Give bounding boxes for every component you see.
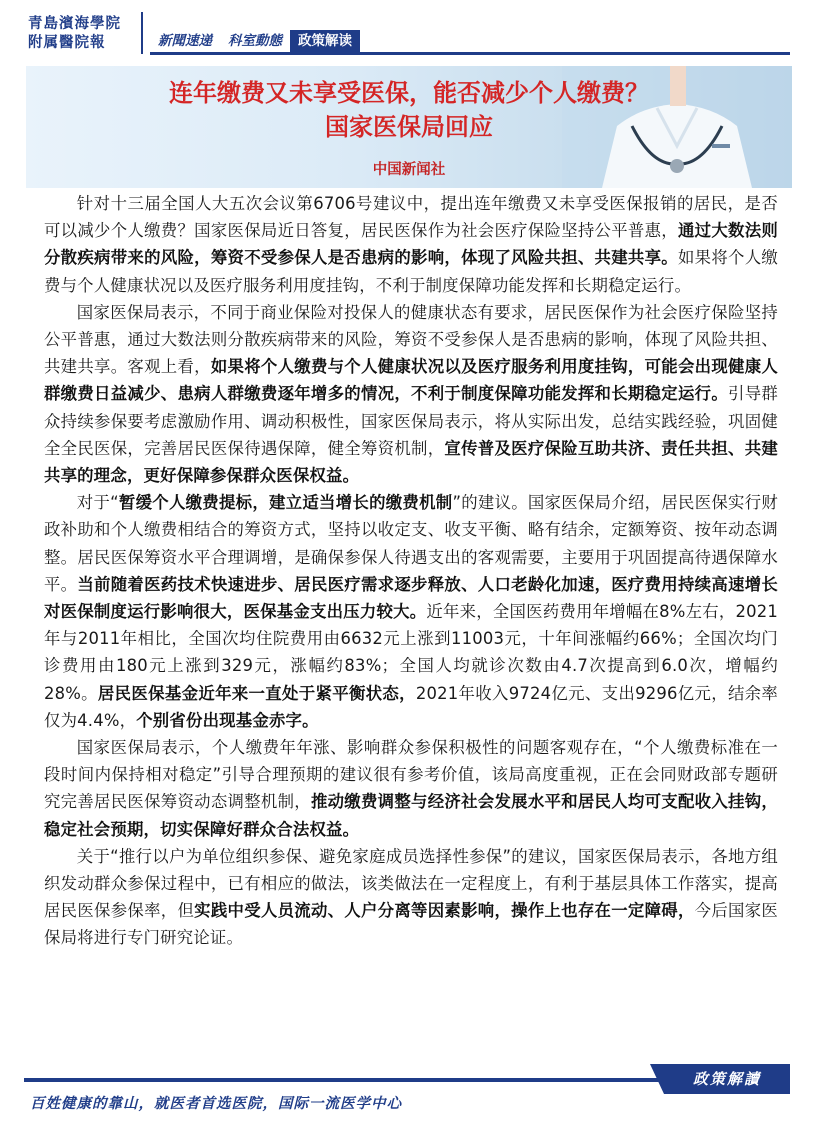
article-paragraph [44,489,778,734]
headline [26,76,792,144]
bold-text: 推动缴费调整与经济社会发展水平和居民人均可支配收入挂钩，稳定社会预期，切实保障好群众合法权益。 [44,792,778,839]
article-source: 中国新闻社 [372,161,446,178]
article-paragraph [44,190,778,299]
headline-line-2: 国家医保局回应 [325,112,493,141]
footer-section-tab: 政策解讀 [664,1064,790,1094]
body-text: 2021年收入9724亿元、支出9296亿元，结余率仅为4.4%， [44,683,779,730]
masthead [0,0,813,64]
bold-text: 个别省份出现基金赤字。 [136,710,319,730]
brand-line-1: 青島濱海學院 [28,15,121,32]
body-text: ”的建议。国家医保局介绍，居民医保实行财政补助和个人缴费相结合的筹资方式，坚持以收定支、收支平衡、略有结余，定额筹资、按年动态调整。居民医保筹资水平合理调增，是确保参保人待遇支出的客观需要，主要用于巩固提高待遇保障水平。 [44,493,778,594]
section-nav [150,30,360,52]
article-paragraph [44,843,778,952]
article-paragraph [44,734,778,843]
bold-text: 如果将个人缴费与个人健康状况以及医疗服务利用度挂钩，可能会出现健康人群缴费日益减少、患病人群缴费逐年增多的情况，不利于制度保障功能发挥和长期稳定运行。 [44,357,778,404]
body-text: 今后国家医保局将进行专门研究论证。 [44,901,778,948]
header-rule [150,52,790,55]
footer-slogan: 百姓健康的靠山，就医者首选医院，国际一流医学中心 [30,1095,402,1112]
bold-text: 居民医保基金近年来一直处于紧平衡状态， [97,683,416,703]
brand-line-2: 附属醫院報 [28,34,106,51]
headline-banner [26,66,792,188]
body-text: 关于“推行以户为单位组织参保、避免家庭成员选择性参保”的建议，国家医保局表示，各地方组织发动群众参保过程中，已有相应的做法，该类做法在一定程度上，有利于基层具体工作落实，提高居民医保参保率，但 [44,846,778,921]
body-text: 针对十三届全国人大五次会议第6706号建议中，提出连年缴费又未享受医保报销的居民，是否可以减少个人缴费？国家医保局近日答复，居民医保作为社会医疗保险坚持公平普惠， [44,194,778,241]
nav-news[interactable]: 新聞速递 [158,33,212,49]
body-text: 国家医保局表示，个人缴费年年涨、影响群众参保积极性的问题客观存在，“个人缴费标准在一段时间内保持相对稳定”引导合理预期的建议很有参考价值，该局高度重视，正在会同财政部专题研究完善居民医保筹资动态调整机制， [44,738,778,812]
newspaper-logo [28,14,140,52]
bold-text: 宣传普及医疗保险互助共济、责任共担、共建共享的理念，更好保障参保群众医保权益。 [44,438,778,486]
article-paragraph [44,299,778,489]
body-text: 国家医保局表示，不同于商业保险对投保人的健康状态有要求，居民医保作为社会医疗保险坚持公平普惠，通过大数法则分散疾病带来的风险，筹资不受参保人是否患病的影响，体现了风险共担、共建共享。客观上看， [44,302,778,377]
body-text: 近年来，全国医药费用年增幅在8%左右，2021年与2011年相比，全国次均住院费用由6632元上涨到11003元，十年间涨幅约66%；全国次均门诊费用由180元上涨到329元，涨幅约83%；全国人均就诊次数由4.7次提高到6.0次，增幅约28%。 [44,602,778,703]
bold-text: 暂缓个人缴费提标，建立适当增长的缴费机制 [118,493,453,513]
bold-text: 通过大数法则分散疾病带来的风险，筹资不受参保人是否患病的影响，体现了风险共担、共建共享。 [44,221,778,268]
nav-policy[interactable]: 政策解读 [290,30,360,52]
headline-line-1: 连年缴费又未享受医保，能否减少个人缴费？ [169,78,649,107]
brand-divider [141,12,143,54]
article-body [44,190,778,952]
bold-text: 实践中受人员流动、人户分离等因素影响，操作上也存在一定障碍， [194,901,695,921]
body-text: 引导群众持续参保要考虑激励作用、调动积极性，国家医保局表示，将从实际出发，总结实践经验，巩固健全全民医保，完善居民医保待遇保障，健全筹资机制， [44,384,778,458]
body-text: 如果将个人缴费与个人健康状况以及医疗服务利用度挂钩，不利于制度保障功能发挥和长期稳定运行。 [44,248,778,295]
body-text: 对于“ [76,493,119,513]
bold-text: 当前随着医药技术快速进步、居民医疗需求逐步释放、人口老龄化加速，医疗费用持续高速增长对医保制度运行影响很大，医保基金支出压力较大。 [44,574,778,622]
nav-departments[interactable]: 科室動態 [228,33,282,49]
